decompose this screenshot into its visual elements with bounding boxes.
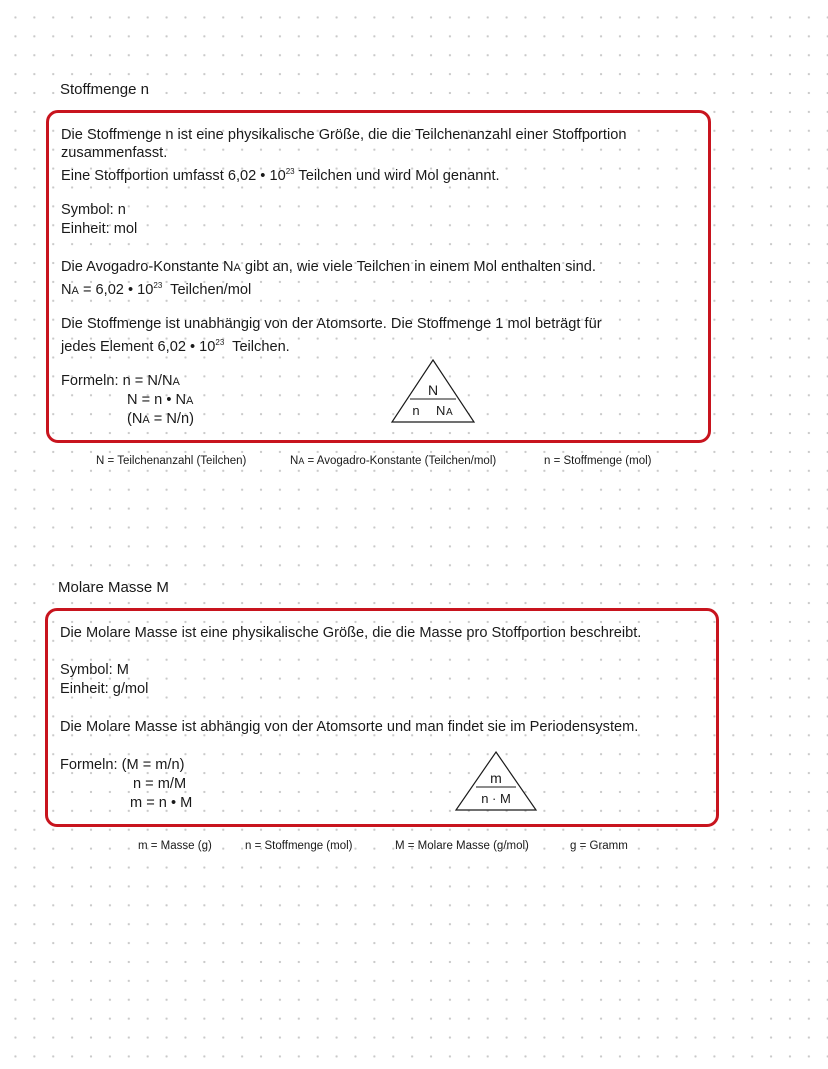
stoffmenge-formula-2: N = n • NA	[127, 392, 194, 408]
legend-stoffmenge: n = Stoffmenge (mol)	[544, 455, 652, 467]
triangle-bottom-N: N	[436, 403, 446, 418]
triangle-bottom-sub-A: A	[446, 407, 453, 418]
triangle-bottom-nM: n · M	[481, 791, 511, 806]
stoffmenge-definition-line1: Die Stoffmenge n ist eine physikalische Größe, die die Teilchenanzahl einer Stoffportion	[61, 127, 627, 143]
stoffmenge-formula-triangle	[388, 357, 478, 425]
legend-gramm: g = Gramm	[570, 840, 628, 852]
legend-stoffmenge-2: n = Stoffmenge (mol)	[245, 840, 353, 852]
stoffmenge-independence-line1: Die Stoffmenge ist unabhängig von der Atomsorte. Die Stoffmenge 1 mol beträgt für	[61, 316, 602, 332]
triangle-bottom-n: n	[412, 403, 420, 418]
molare-masse-formula-3: m = n • M	[130, 795, 193, 811]
molare-masse-definition: Die Molare Masse ist eine physikalische Größe, die die Masse pro Stoffportion beschreibt.	[60, 625, 642, 641]
stoffmenge-definition-line2: zusammenfasst.	[61, 145, 168, 161]
avogadro-definition: Die Avogadro-Konstante NA gibt an, wie viele Teilchen in einem Mol enthalten sind.	[61, 259, 596, 275]
legend-teilchenanzahl: N = Teilchenanzahl (Teilchen)	[96, 455, 247, 467]
avogadro-value: NA = 6,02 • $10^{23}$ Teilchen/mol	[61, 281, 252, 298]
legend-avogadro: NA = Avogadro-Konstante (Teilchen/mol)	[290, 455, 497, 467]
legend-masse: m = Masse (g)	[138, 840, 212, 852]
stoffmenge-unit: Einheit: mol	[61, 221, 138, 237]
section-title-stoffmenge: Stoffmenge n	[60, 81, 149, 98]
molare-masse-formula-triangle	[452, 749, 540, 813]
molare-masse-unit: Einheit: g/mol	[60, 681, 149, 697]
molare-masse-symbol: Symbol: M	[60, 662, 129, 678]
stoffmenge-formula-3: (NA = N/n)	[127, 411, 194, 427]
stoffmenge-symbol: Symbol: n	[61, 202, 126, 218]
molare-masse-formula-1: Formeln: (M = m/n)	[60, 757, 185, 773]
legend-molare-masse: M = Molare Masse (g/mol)	[395, 840, 529, 852]
molare-masse-formula-2: n = m/M	[133, 776, 187, 792]
stoffmenge-formula-1: Formeln: n = N/NA	[61, 373, 180, 389]
stoffmenge-portion-line: Eine Stoffportion umfasst 6,02 • $10^{23}$ Teilchen und wird Mol genannt.	[61, 167, 500, 184]
section-title-molare-masse: Molare Masse M	[58, 579, 169, 596]
triangle-top-m: m	[490, 770, 502, 786]
triangle-top-N: N	[427, 382, 439, 398]
stoffmenge-independence-line2: jedes Element 6,02 • $10^{23}$ Teilchen.	[61, 338, 290, 355]
molare-masse-dependence: Die Molare Masse ist abhängig von der Atomsorte und man findet sie im Periodensystem.	[60, 719, 639, 735]
